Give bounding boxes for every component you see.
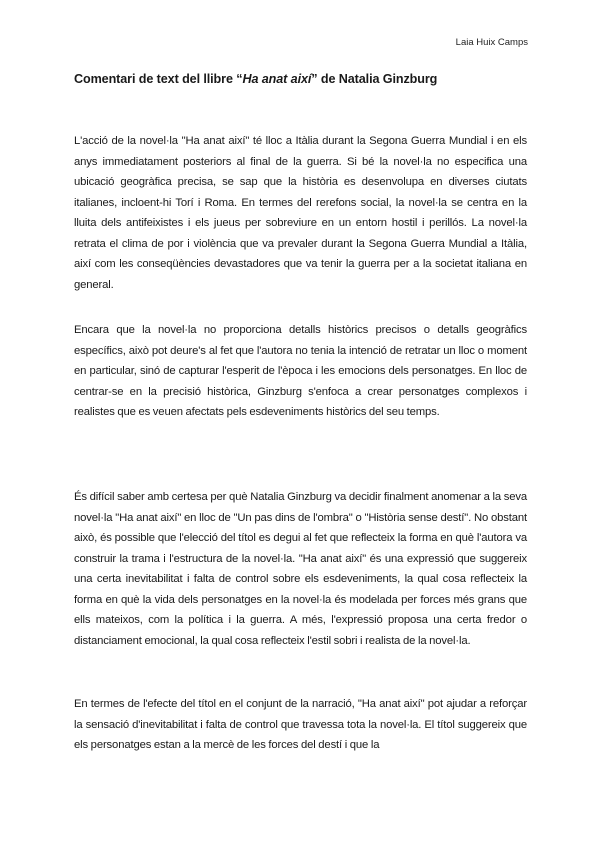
paragraph-title-choice: És difícil saber amb certesa per què Natalia Ginzburg va decidir finalment anomenar a la seva novel·la "Ha anat així" en lloc de "Un pas dins de l'ombra" o "Història sense destí". No obstant això, és possible que l'elecció del títol es degui al fet que reflecteix la forma en què l'autora va construir la trama i l'estructura de la novel·la. "Ha anat així" és una expressió que suggereix una certa inevitabilitat i falta de control sobre els esdeveniments, la qual cosa reflecteix la forma en què la vida dels personatges en la novel·la és modelada per forces més grans que ells mateixos, com la política i la guerra. A més, l'expressió proposa una certa fredor o distanciament emocional, la qual cosa reflecteix l'estil sobri i realista de la novel·la. xyxy=(74,491,527,647)
title-book-name: Ha anat així xyxy=(242,72,312,86)
author-header: Laia Huix Camps xyxy=(455,37,528,48)
paragraph-historical-detail: Encara que la novel·la no proporciona detalls històrics precisos o detalls geogràfics específics, això pot deure's al fet que l'autora no tenia la intenció de retratar un lloc o moment en particular, sinó de capturar l'esperit de l'època i les emocions dels personatges. En lloc de centrar-se en la precisió històrica, Ginzburg s'enfoca a crear personatges complexos i realistes que es veuen afectats pels esdeveniments històrics del seu temps. xyxy=(74,324,527,418)
paragraph-title-effect: En termes de l'efecte del títol en el conjunt de la narració, "Ha anat així" pot ajudar a reforçar la sensació d'inevitabilitat i falta de control que travessa tota la novel·la. El títol suggereix que els personatges estan a la mercè de les forces del destí i que la xyxy=(74,698,527,751)
document-title xyxy=(74,72,534,86)
paragraph-setting: L'acció de la novel·la "Ha anat així" té lloc a Itàlia durant la Segona Guerra Mundial i en els anys immediatament posteriors al final de la guerra. Si bé la novel·la no especifica una ubicació geogràfica precisa, se sap que la història es desenvolupa en diverses ciutats italianes, incloent-hi Torí i Roma. En termes del rerefons social, la novel·la se centra en la lluita dels antifeixistes i els jueus per sobreviure en un entorn hostil i perillós. La novel·la retrata el clima de por i violència que va prevaler durant la Segona Guerra Mundial a Itàlia, així com les conseqüències devastadores que va tenir la guerra per a la societat italiana en general. xyxy=(74,135,527,291)
title-suffix: ” de Natalia Ginzburg xyxy=(311,72,438,86)
title-prefix: Comentari de text del llibre “ xyxy=(74,72,243,86)
